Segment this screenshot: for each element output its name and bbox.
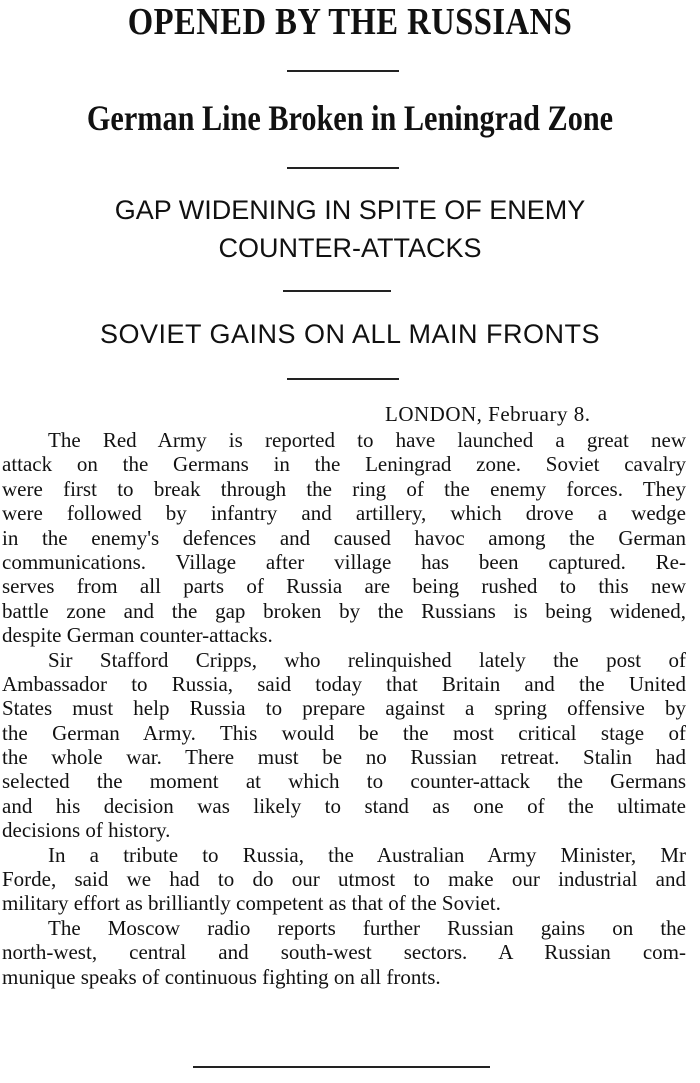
paragraph (2, 916, 686, 989)
divider-rule (283, 290, 391, 292)
text-line: were followed by infantry and artillery, which drove a wedge (2, 501, 686, 526)
dateline: LONDON, February 8. (385, 402, 591, 426)
text-line: despite German counter-attacks. (2, 623, 273, 648)
divider-rule (287, 378, 399, 380)
text-line: battle zone and the gap broken by the Russians is being widened, (2, 598, 686, 623)
text-line: and his decision was likely to stand as one of the ultimate (2, 793, 686, 818)
text-line: communications. Village after village has been captured. Re- (2, 549, 686, 574)
text-line: serves from all parts of Russia are being rushed to this new (2, 574, 686, 599)
headline: OPENED BY THE RUSSIANS (127, 1, 573, 43)
paragraph (2, 648, 686, 843)
text-line: selected the moment at which to counter-attack the Germans (2, 769, 686, 794)
text-line: Ambassador to Russia, said today that Britain and the United (2, 671, 686, 696)
subheadline: German Line Broken in Leningrad Zone (86, 98, 614, 138)
text-line: munique speaks of continuous fighting on all fronts. (2, 964, 441, 989)
article-body (2, 428, 686, 989)
divider-rule (287, 70, 399, 72)
text-line: The Moscow radio reports further Russian gains on the (48, 915, 686, 940)
text-line: the German Army. This would be the most critical stage of (2, 720, 686, 745)
text-line: military effort as brilliantly competent as that of the Soviet. (2, 891, 501, 916)
text-line: In a tribute to Russia, the Australian Army Minister, Mr (48, 842, 686, 867)
paragraph (2, 843, 686, 916)
text-line: decisions of history. (2, 818, 171, 843)
text-line: in the enemy's defences and caused havoc among the German (2, 525, 686, 550)
deck-line-2: COUNTER-ATTACKS (218, 233, 482, 263)
text-line: States must help Russia to prepare against a spring offensive by (2, 696, 686, 721)
deck-line-1: GAP WIDENING IN SPITE OF ENEMY (114, 195, 586, 225)
divider-rule (287, 167, 399, 169)
text-line: north-west, central and south-west sectors. A Russian com- (2, 940, 686, 965)
text-line: attack on the Germans in the Leningrad zone. Soviet cavalry (2, 452, 686, 477)
text-line: Forde, said we had to do our utmost to make our industrial and (2, 867, 686, 892)
paragraph (2, 428, 686, 648)
text-line: Sir Stafford Cripps, who relinquished lately the post of (48, 647, 686, 672)
text-line: were first to break through the ring of the enemy forces. They (2, 476, 686, 501)
text-line: the whole war. There must be no Russian retreat. Stalin had (2, 745, 686, 770)
deck-secondary: SOVIET GAINS ON ALL MAIN FRONTS (99, 319, 601, 349)
text-line: The Red Army is reported to have launched a great new (48, 428, 686, 452)
divider-rule (193, 1066, 490, 1068)
